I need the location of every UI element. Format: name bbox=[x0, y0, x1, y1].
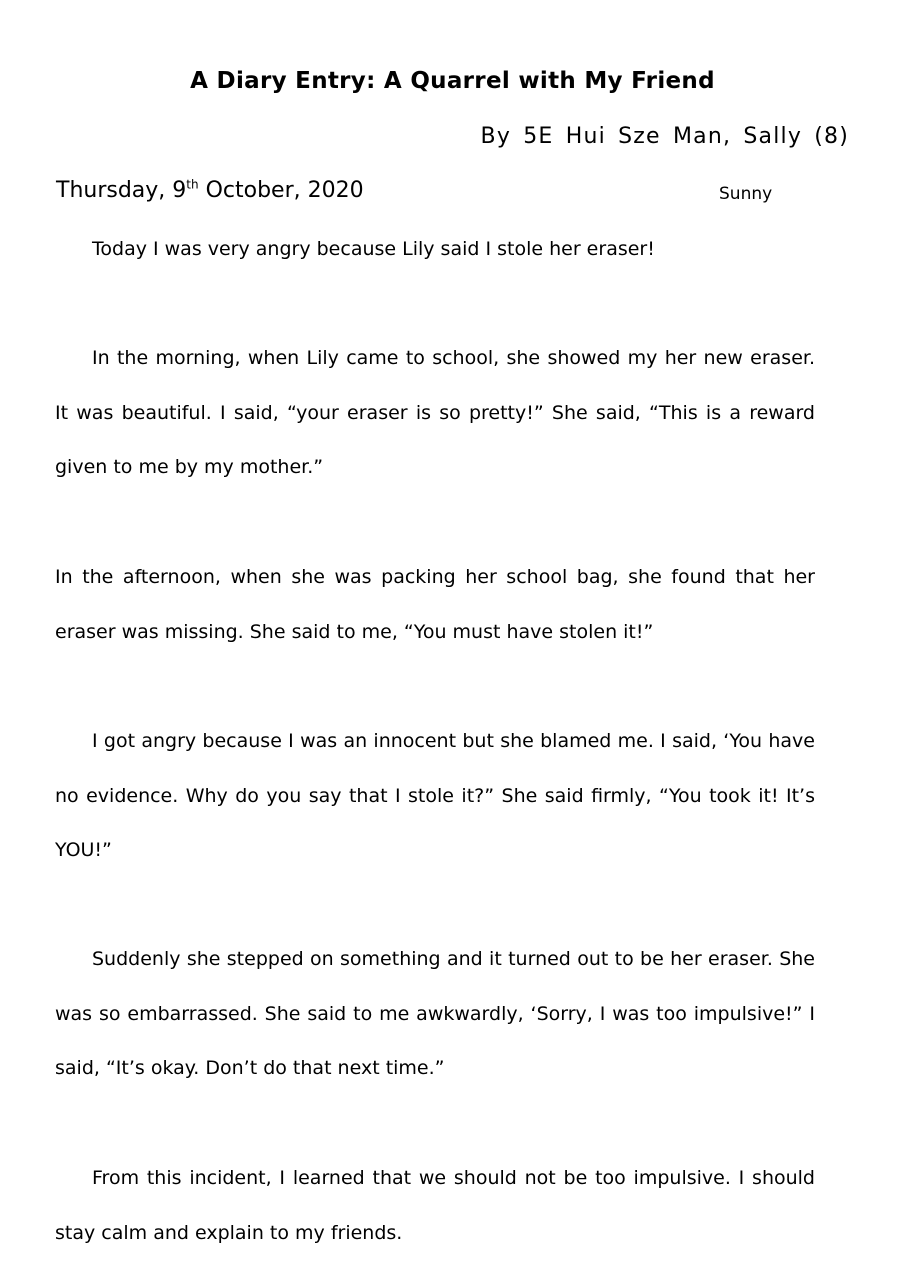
paragraph-3: In the afternoon, when she was packing her school bag, she found that her eraser was missing. She said to me, “You must have stolen it!” bbox=[55, 566, 815, 643]
paragraph-5: Suddenly she stepped on something and it turned out to be her eraser. She was so embarrassed. She said to me awkwardly, ‘Sorry, I was too impulsive!” I said, “It’s okay. Don’t do that next time.” bbox=[55, 948, 815, 1079]
weather-label: Sunny bbox=[719, 184, 773, 204]
paragraph-2: In the morning, when Lily came to school, she showed my her new eraser. It was beautiful. I said, “your eraser is so pretty!” She said, “This is a reward given to me by my mother.” bbox=[55, 347, 815, 478]
paragraph-4: I got angry because I was an innocent but she blamed me. I said, ‘You have no evidence. Why do you say that I stole it?” She said firmly, “You took it! It’s YOU!” bbox=[55, 730, 815, 861]
date-day: Thursday, 9 bbox=[56, 178, 187, 203]
date-month-year: October, 2020 bbox=[198, 178, 364, 203]
entry-date bbox=[56, 178, 364, 203]
paragraph-1: Today I was very angry because Lily said I stole her eraser! bbox=[92, 238, 655, 260]
document-title: A Diary Entry: A Quarrel with My Friend bbox=[190, 68, 715, 94]
date-ordinal-suffix: th bbox=[186, 177, 199, 192]
paragraph-6: From this incident, I learned that we should not be too impulsive. I should stay calm and explain to my friends. bbox=[55, 1167, 815, 1244]
author-byline: By 5E Hui Sze Man, Sally (8) bbox=[480, 124, 849, 149]
